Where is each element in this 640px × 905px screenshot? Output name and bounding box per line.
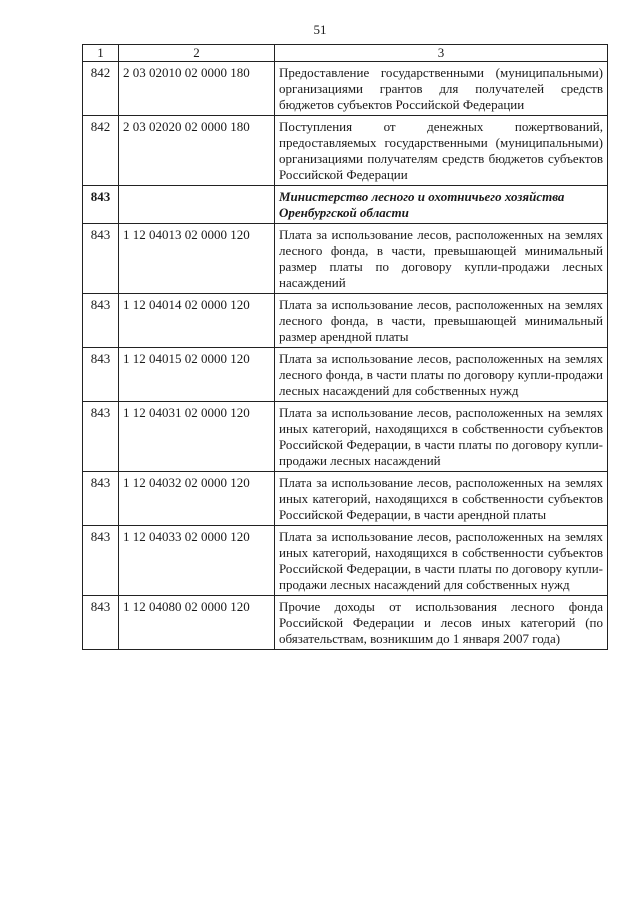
budget-code-cell: 1 12 04080 02 0000 120	[119, 596, 275, 650]
income-name-cell: Поступления от денежных пожертвований, предоставляемых государственными (муниципальными) организациями получателям средств бюджетов субъектов Российской Федерации	[275, 116, 608, 186]
budget-code-cell: 1 12 04031 02 0000 120	[119, 402, 275, 472]
budget-code-cell: 2 03 02020 02 0000 180	[119, 116, 275, 186]
income-name-cell: Плата за использование лесов, расположенных на землях лесного фонда, в части, превышающей минимальный размер платы по договору купли-продажи лесных насаждений	[275, 224, 608, 294]
income-name-cell: Плата за использование лесов, расположенных на землях иных категорий, находящихся в собственности субъектов Российской Федерации, в части арендной платы	[275, 472, 608, 526]
column-header-3: 3	[275, 45, 608, 62]
budget-code-cell: 1 12 04033 02 0000 120	[119, 526, 275, 596]
admin-code-cell: 842	[83, 116, 119, 186]
budget-code-cell: 1 12 04015 02 0000 120	[119, 348, 275, 402]
table-row	[83, 526, 608, 596]
income-codes-table	[82, 44, 608, 650]
table-row	[83, 596, 608, 650]
table-row	[83, 116, 608, 186]
table-header-row	[83, 45, 608, 62]
income-name-cell: Плата за использование лесов, расположенных на землях иных категорий, находящихся в собственности субъектов Российской Федерации, в части платы по договору купли-продажи лесных насаждений	[275, 402, 608, 472]
admin-code-cell: 842	[83, 62, 119, 116]
admin-code-cell: 843	[83, 472, 119, 526]
admin-code-cell: 843	[83, 596, 119, 650]
table-row	[83, 294, 608, 348]
budget-code-cell: 1 12 04014 02 0000 120	[119, 294, 275, 348]
admin-code-cell: 843	[83, 348, 119, 402]
table-row	[83, 62, 608, 116]
income-name-cell: Плата за использование лесов, расположенных на землях лесного фонда, в части платы по договору купли-продажи лесных насаждений для собственных нужд	[275, 348, 608, 402]
table-row	[83, 402, 608, 472]
page-number: 51	[313, 22, 327, 37]
budget-code-cell: 1 12 04013 02 0000 120	[119, 224, 275, 294]
table-row	[83, 224, 608, 294]
admin-code-cell: 843	[83, 224, 119, 294]
ministry-name-cell: Министерство лесного и охотничьего хозяйства Оренбургской области	[275, 186, 608, 224]
admin-code-cell: 843	[83, 294, 119, 348]
table-row	[83, 348, 608, 402]
column-header-2: 2	[119, 45, 275, 62]
budget-code-cell: 1 12 04032 02 0000 120	[119, 472, 275, 526]
income-name-cell: Прочие доходы от использования лесного фонда Российской Федерации и лесов иных категорий (по обязательствам, возникшим до 1 января 2007 года)	[275, 596, 608, 650]
admin-code-cell: 843	[83, 402, 119, 472]
admin-code-cell: 843	[83, 526, 119, 596]
income-name-cell: Предоставление государственными (муниципальными) организациями грантов для получателей средств бюджетов субъектов Российской Федерации	[275, 62, 608, 116]
admin-code-cell: 843	[83, 186, 119, 224]
table-row	[83, 472, 608, 526]
income-name-cell: Плата за использование лесов, расположенных на землях лесного фонда, в части, превышающей минимальный размер арендной платы	[275, 294, 608, 348]
budget-code-cell: 2 03 02010 02 0000 180	[119, 62, 275, 116]
column-header-1: 1	[83, 45, 119, 62]
ministry-heading-row	[83, 186, 608, 224]
income-name-cell: Плата за использование лесов, расположенных на землях иных категорий, находящихся в собственности субъектов Российской Федерации, в части платы по договору купли-продажи лесных насаждений для собственных нужд	[275, 526, 608, 596]
budget-code-cell	[119, 186, 275, 224]
